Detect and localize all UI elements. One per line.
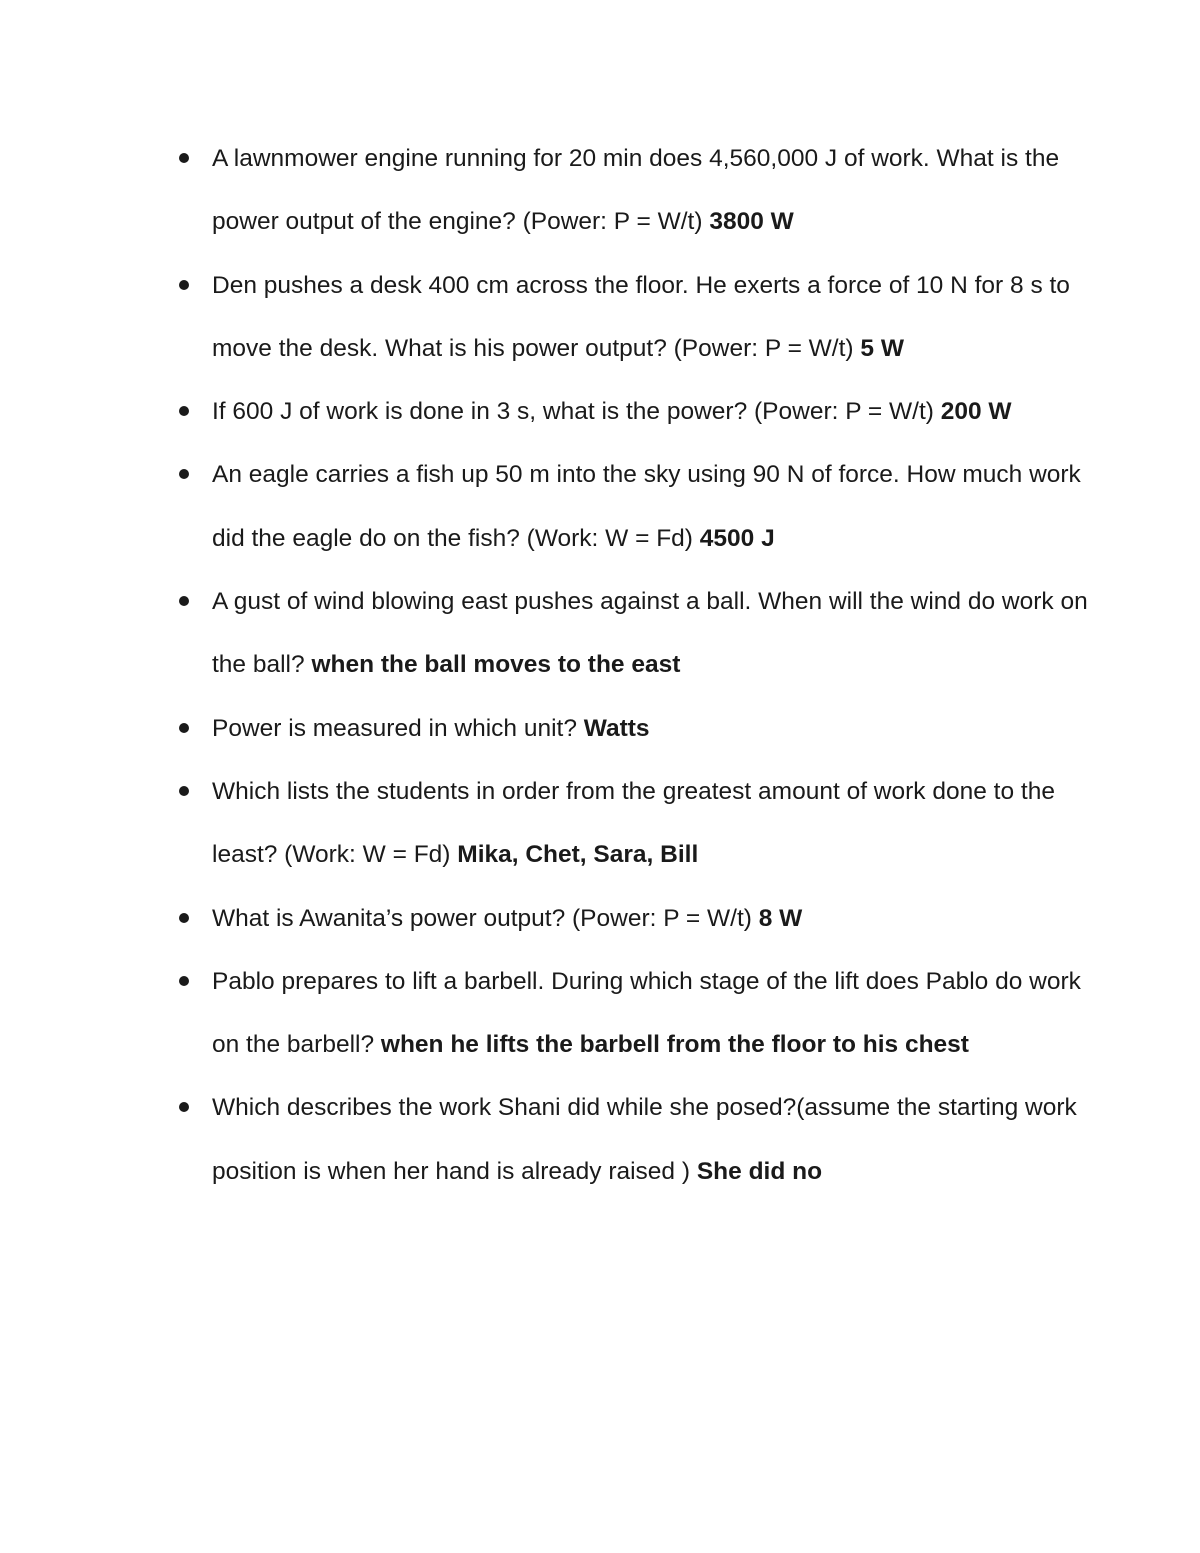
list-item [212,443,1092,570]
question-text: An eagle carries a fish up 50 m into the sky using 90 N of force. How much work did the eagle do on the fish? (Work: W = Fd) [212,461,1081,552]
question-text: A gust of wind blowing east pushes against a ball. When will the wind do work on the ball? [212,588,1088,679]
answer-text: Mika, Chet, Sara, Bill [457,841,699,869]
bullet-icon [179,280,189,290]
bullet-icon [179,913,189,923]
list-item [212,697,1092,760]
answer-text: 3800 W [709,208,794,236]
question-text: What is Awanita’s power output? (Power: P = W/t) [212,904,759,932]
list-item [212,760,1092,887]
bullet-icon [179,406,189,416]
bullet-icon [179,469,189,479]
list-item [212,887,1092,950]
question-text: Den pushes a desk 400 cm across the floor. He exerts a force of 10 N for 8 s to move the desk. What is his power output? (Power: P = W/t) [212,271,1070,362]
answer-text: 4500 J [699,524,775,552]
question-text: Which lists the students in order from the greatest amount of work done to the least? (Work: W = Fd) [212,777,1055,869]
answer-text: 200 W [940,398,1012,426]
question-text: Which describes the work Shani did while she posed?(assume the starting work position is when her hand is already raised ) [212,1094,1077,1185]
list-item [212,570,1092,697]
bullet-icon [179,153,189,163]
answer-text: Watts [583,714,650,742]
answer-text: She did no [696,1157,823,1185]
bullet-icon [179,723,189,733]
question-text: A lawnmower engine running for 20 min does 4,560,000 J of work. What is the power output of the engine? (Power: P = W/t) [212,145,1060,236]
list-item [212,1076,1092,1203]
bullet-icon [179,976,189,986]
bullet-icon [179,1102,189,1112]
list-item [212,127,1092,254]
question-text: Pablo prepares to lift a barbell. During which stage of the lift does Pablo do work on the barbell? [212,967,1081,1059]
answer-text: when he lifts the barbell from the floor to his chest [380,1031,969,1059]
question-list [212,127,1092,1203]
answer-text: 5 W [860,334,904,362]
question-text: If 600 J of work is done in 3 s, what is the power? (Power: P = W/t) [212,398,941,426]
bullet-icon [179,596,189,606]
list-item [212,254,1092,381]
list-item [212,950,1092,1077]
list-item [212,380,1092,443]
answer-text: when the ball moves to the east [311,651,681,679]
question-text: Power is measured in which unit? [212,714,584,742]
answer-text: 8 W [758,904,803,932]
bullet-icon [179,786,189,796]
